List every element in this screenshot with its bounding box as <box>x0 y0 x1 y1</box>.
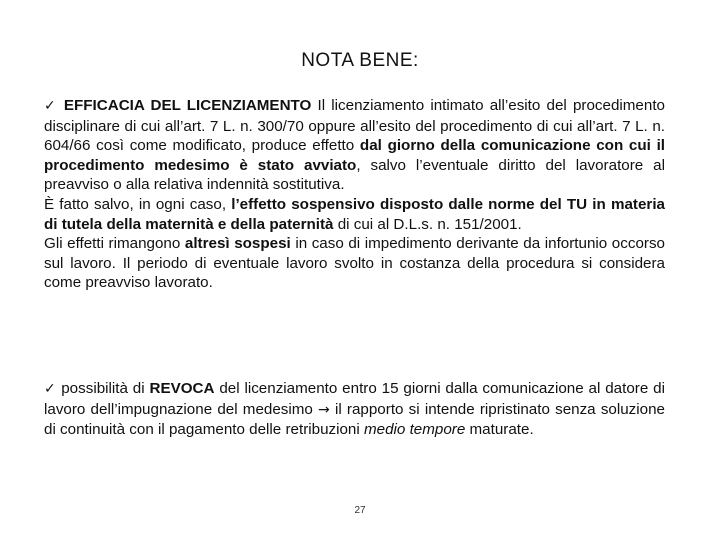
check-icon: ✓ <box>44 381 57 397</box>
revoca-text-3: il rapporto si intende ripristinato senza soluzione di continuità con il pagamento delle retribuzioni <box>44 400 665 439</box>
revoca-italic-1: medio tempore <box>363 421 466 439</box>
revoca-text-1: possibilità di <box>56 380 150 397</box>
paragraph-efficacia <box>44 96 665 293</box>
efficacia-text-2: , salvo l’eventuale diritto del lavoratore al preavviso o alla relativa indennità sostitutiva. <box>44 156 665 194</box>
efficacia-block <box>44 96 665 195</box>
efficacia-text-1: Il licenziamento intimato all’esito del procedimento disciplinare di cui all’art. 7 L. n. 300/70 oppure all’esito del procedimento di cui all’art. 7 L. n. 604/66 così come modificato, produce effetto <box>44 97 665 155</box>
revoca-block <box>44 379 665 440</box>
check-icon: ✓ <box>44 98 58 114</box>
revoca-text-4: maturate. <box>465 421 534 439</box>
maternita-bold-1: l’effetto sospensivo disposto dalle norme del TU in materia di tutela della maternità e della paternità <box>44 195 665 233</box>
infortunio-text-2: in caso di impedimento derivante da infortunio occorso sul lavoro. Il periodo di eventuale lavoro svolto in costanza della procedura si considera come preavviso lavorato. <box>44 235 665 292</box>
page-number: 27 <box>354 505 366 516</box>
revoca-bold-1: REVOCA <box>149 380 215 397</box>
efficacia-heading: EFFICACIA DEL LICENZIAMENTO <box>63 97 312 114</box>
maternita-text-1: È fatto salvo, in ogni caso, <box>44 195 232 213</box>
paragraph-revoca <box>44 379 665 440</box>
revoca-text-2: del licenziamento entro 15 giorni dalla comunicazione al datore di lavoro dell’impugnazione del medesimo <box>44 380 665 418</box>
maternita-text-2: di cui al D.L.s. n. 151/2001. <box>333 215 522 233</box>
arrow-right-icon: → <box>318 401 330 418</box>
infortunio-bold-1: altresì sospesi <box>184 235 291 253</box>
infortunio-block <box>44 234 665 293</box>
maternita-block <box>44 195 665 234</box>
slide-title: NOTA BENE: <box>301 50 419 71</box>
efficacia-bold-1: dal giorno della comunicazione con cui il procedimento medesimo è stato avviato <box>44 137 666 174</box>
infortunio-text-1: Gli effetti rimangono <box>44 235 185 253</box>
